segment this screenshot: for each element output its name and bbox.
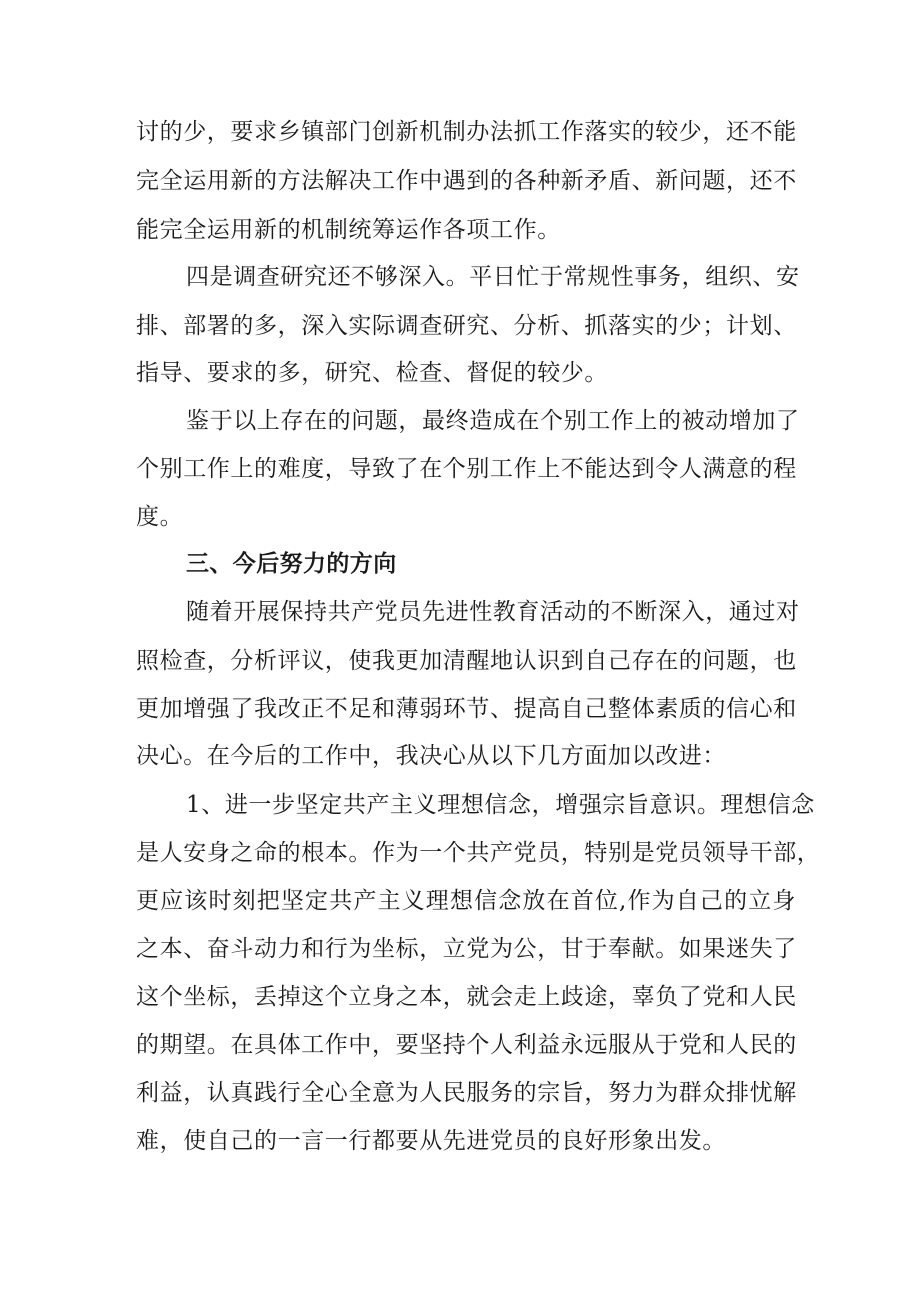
text-line: 这个坐标，丢掉这个立身之本，就会走上歧途，辜负了党和人民	[136, 984, 797, 1010]
text-line: 更应该时刻把坚定共产主义理想信念放在首位,作为自己的立身	[136, 888, 796, 914]
text-line: 更加增强了我改正不足和薄弱环节、提高自己整体素质的信心和	[136, 696, 797, 722]
text-line: 讨的少，要求乡镇部门创新机制办法抓工作落实的较少，还不能	[136, 119, 797, 145]
text-line: 指导、要求的多，研究、检查、督促的较少。	[136, 360, 608, 386]
text-line: 是人安身之命的根本。作为一个共产党员，特别是党员领导干部，	[136, 840, 821, 866]
text-line: 完全运用新的方法解决工作中遇到的各种新矛盾、新问题，还不	[136, 168, 797, 194]
section-heading: 三、今后努力的方向	[186, 551, 397, 577]
text-line: 照检查，分析评议，使我更加清醒地认识到自己存在的问题，也	[136, 648, 797, 674]
text-line: 之本、奋斗动力和行为坐标，立党为公，甘于奉献。如果迷失了	[136, 936, 797, 962]
text-line: 能完全运用新的机制统筹运作各项工作。	[136, 217, 561, 243]
text-line: 的期望。在具体工作中，要坚持个人利益永远服从于党和人民的	[136, 1032, 797, 1058]
text-line: 排、部署的多，深入实际调查研究、分析、抓落实的少；计划、	[136, 313, 797, 339]
text-line: 度。	[136, 504, 184, 530]
text-line: 难，使自己的一言一行都要从先进党员的良好形象出发。	[136, 1128, 726, 1154]
text-line: 决心。在今后的工作中，我决心从以下几方面加以改进：	[136, 743, 726, 769]
text-line: 鉴于以上存在的问题，最终造成在个别工作上的被动增加了	[186, 408, 800, 434]
text-line: 随着开展保持共产党员先进性教育活动的不断深入，通过对	[186, 599, 800, 625]
text-line: 个别工作上的难度，导致了在个别工作上不能达到令人满意的程	[136, 456, 797, 482]
text-line: 四是调查研究还不够深入。平日忙于常规性事务，组织、安	[186, 264, 800, 290]
text-line: 利益，认真践行全心全意为人民服务的宗旨，努力为群众排忧解	[136, 1080, 797, 1106]
text-line: 1、进一步坚定共产主义理想信念，增强宗旨意识。理想信念	[186, 792, 815, 818]
